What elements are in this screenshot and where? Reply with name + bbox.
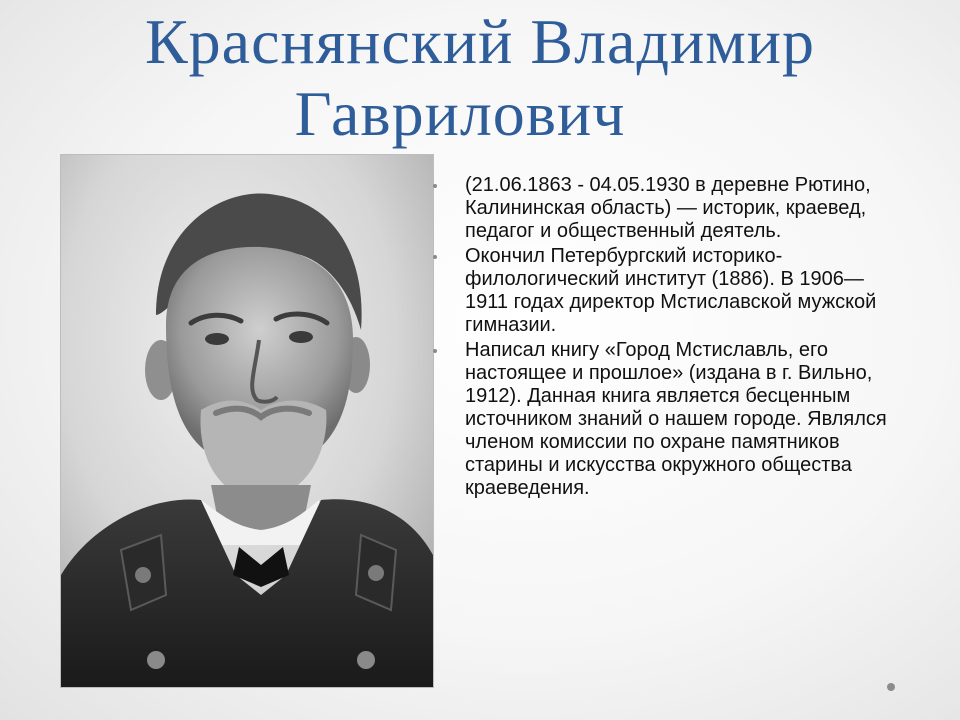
bullet-text: Окончил Петербургский историко-филологический институт (1886). В 1906—1911 годах директор Мстиславской мужской гимназии. bbox=[465, 245, 877, 336]
bullet-text: Написал книгу «Город Мстиславль, его настоящее и прошлое» (издана в г. Вильно, 1912). Данная книга является бесценным источником знаний о нашем городе. Являлся членом комиссии по охране памятников старины и искусства окружного общества краеведения. bbox=[465, 339, 887, 499]
title-line-1: Краснянский Владимир bbox=[144, 6, 816, 77]
portrait-photo bbox=[60, 154, 434, 688]
list-item bbox=[430, 174, 900, 243]
list-item bbox=[430, 339, 900, 500]
bullet-dot-icon bbox=[433, 184, 437, 188]
title-line-2: Гаврилович bbox=[294, 78, 626, 149]
bullet-dot-icon bbox=[433, 255, 437, 259]
corner-dot-icon bbox=[887, 683, 895, 691]
bullet-dot-icon bbox=[433, 349, 437, 353]
slide-title bbox=[0, 6, 960, 150]
bullet-text: (21.06.1863 - 04.05.1930 в деревне Рютино, Калининская область) — историк, краевед, педагог и общественный деятель. bbox=[465, 174, 871, 242]
bullet-list bbox=[430, 174, 900, 502]
list-item bbox=[430, 245, 900, 337]
